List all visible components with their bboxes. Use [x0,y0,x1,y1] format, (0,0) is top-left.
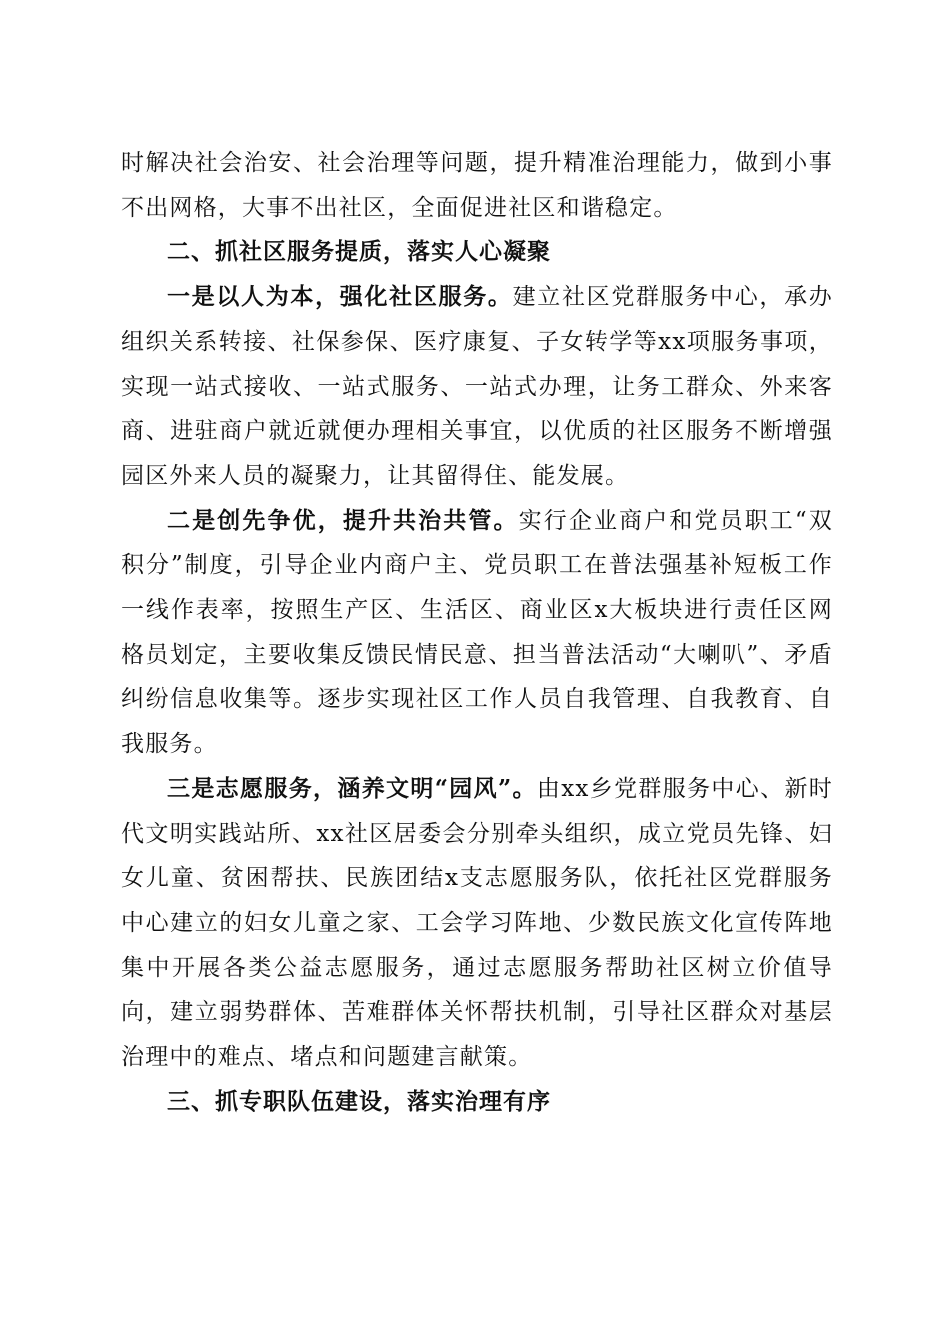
paragraph-body: 建立社区党群服务中心，承办组织关系转接、社保参保、医疗康复、子女转学等xx项服务事项，实现一站式接收、一站式服务、一站式办理，让务工群众、外来客商、进驻商户就近就便办理相关事宜，以优质的社区服务不断增强园区外来人员的凝聚力，让其留得住、能发展。 [121,284,833,489]
paragraph-excellence [121,499,833,767]
document-body [121,141,833,1124]
section-heading-2: 二、抓社区服务提质，落实人心凝聚 [167,239,551,266]
paragraph-lead: 三是志愿服务，涵养文明“园风”。 [167,774,537,802]
paragraph-body: 由xx乡党群服务中心、新时代文明实践站所、xx社区居委会分别牵头组织，成立党员先锋、妇女儿童、贫困帮扶、民族团结x支志愿服务队，依托社区党群服务中心建立的妇女儿童之家、工会学习阵地、少数民族文化宣传阵地集中开展各类公益志愿服务，通过志愿服务帮助社区树立价值导向，建立弱势群体、苦难群体关怀帮扶机制，引导社区群众对基层治理中的难点、堵点和问题建言献策。 [121,775,833,1071]
continued-paragraph: 时解决社会治安、社会治理等问题，提升精准治理能力，做到小事不出网格，大事不出社区，全面促进社区和谐稳定。 [121,150,833,221]
paragraph-lead: 一是以人为本，强化社区服务。 [167,283,513,311]
paragraph-volunteer [121,767,833,1080]
paragraph-people-oriented [121,275,833,499]
paragraph-lead: 二是创先争优，提升共治共管。 [167,506,519,534]
section-heading-3: 三、抓专职队伍建设，落实治理有序 [167,1088,551,1115]
paragraph-body: 实行企业商户和党员职工“双积分”制度，引导企业内商户主、党员职工在普法强基补短板工作一线作表率，按照生产区、生活区、商业区x大板块进行责任区网格员划定，主要收集反馈民情民意、担当普法活动“大喇叭”、矛盾纠纷信息收集等。逐步实现社区工作人员自我管理、自我教育、自我服务。 [121,507,833,758]
